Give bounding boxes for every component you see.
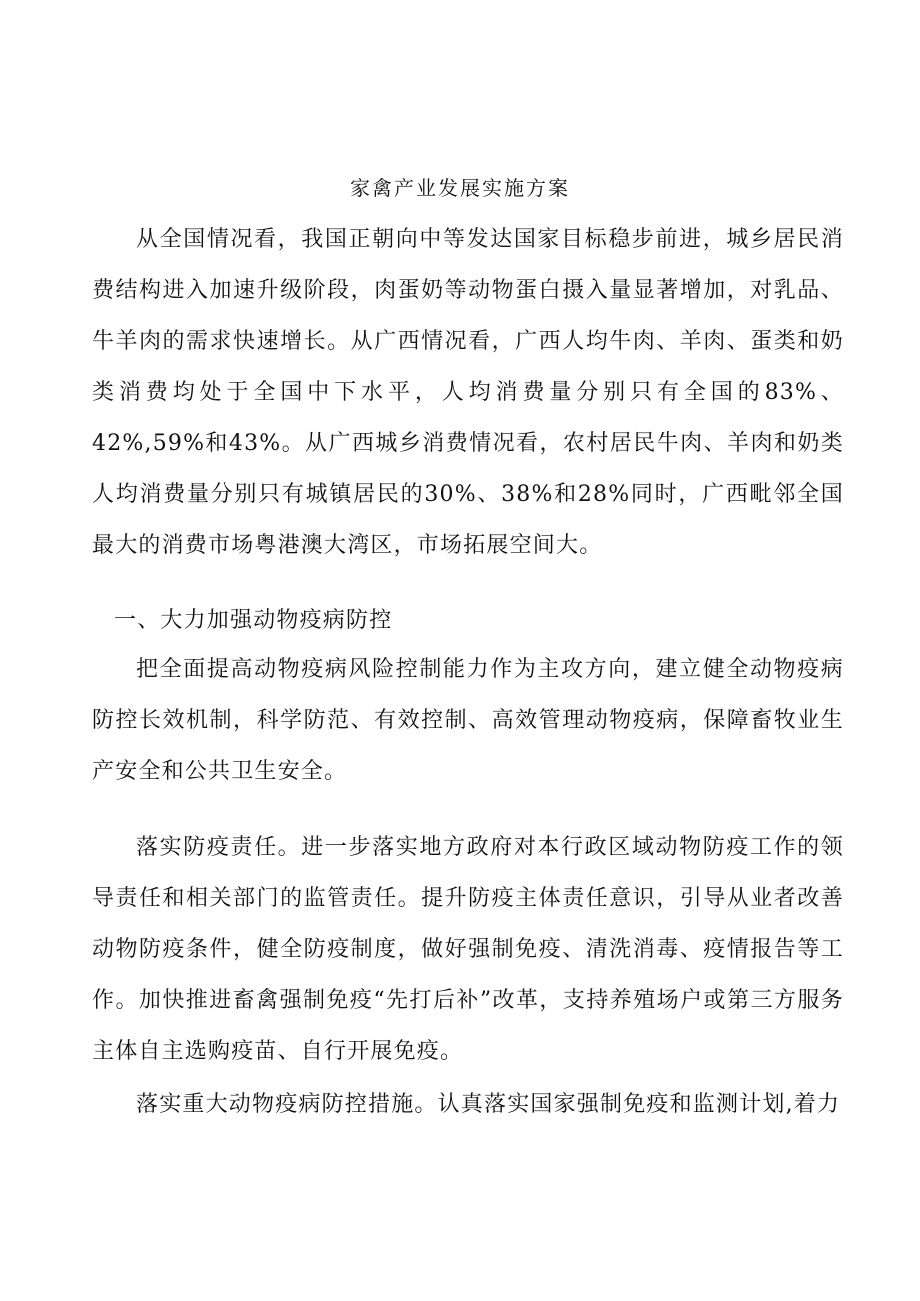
paragraph-market-demand: 从全国情况看，我国正朝向中等发达国家目标稳步前进，城乡居民消费结构进入加速升级阶段，肉蛋奶等动物蛋白摄入量显著增加，对乳品、牛羊肉的需求快速增长。从广西情况看，广西人均牛肉、羊肉、蛋类和奶类消费均处于全国中下水平，人均消费量分别只有全国的83%、42%,59%和43%。从广西城乡消费情况看，农村居民牛肉、羊肉和奶类人均消费量分别只有城镇居民的30%、38%和28%同时，广西毗邻全国最大的消费市场粤港澳大湾区，市场拓展空间大。 — [92, 227, 844, 558]
paragraph-disease-control-intro: 把全面提高动物疫病风险控制能力作为主攻方向，建立健全动物疫病防控长效机制，科学防范、有效控制、高效管理动物疫病，保障畜牧业生产安全和公共卫生安全。 — [92, 657, 844, 784]
section-heading-disease-control: 一、大力加强动物疫病防控 — [114, 608, 393, 633]
paragraph-major-disease-measures: 落实重大动物疫病防控措施。认真落实国家强制免疫和监测计划,着力 — [136, 1092, 841, 1117]
paragraph-prevention-responsibility: 落实防疫责任。进一步落实地方政府对本行政区域动物防疫工作的领导责任和相关部门的监管责任。提升防疫主体责任意识，引导从业者改善动物防疫条件，健全防疫制度，做好强制免疫、清洗消毒、疫情报告等工作。加快推进畜禽强制免疫“先打后补”改革，支持养殖场户或第三方服务主体自主选购疫苗、自行开展免疫。 — [92, 835, 844, 1064]
document-title: 家禽产业发展实施方案 — [350, 176, 570, 200]
